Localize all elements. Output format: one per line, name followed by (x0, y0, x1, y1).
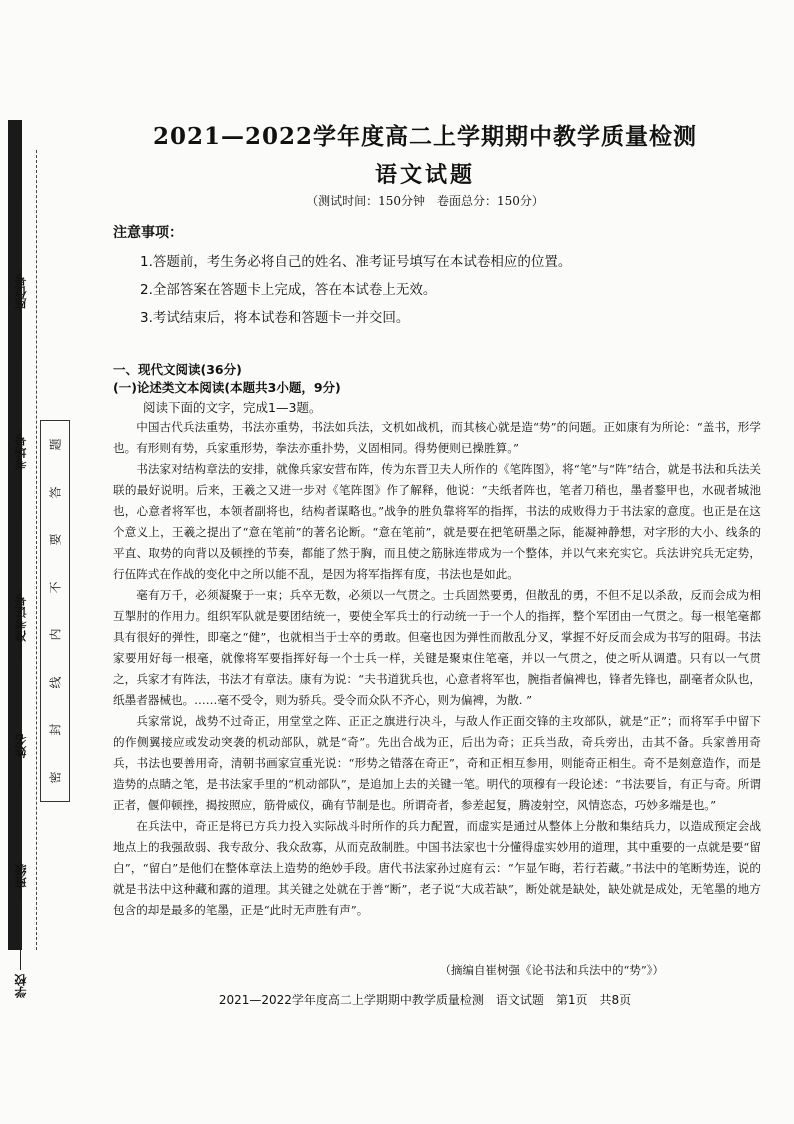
notice-item: 1.答题前，考生务必将自己的姓名、准考证号填写在本试卷相应的位置。 (140, 254, 572, 270)
notice-item: 2.全部答案在答题卡上完成，答在本试卷上无效。 (140, 282, 437, 298)
seal-char: 密 (48, 771, 63, 784)
name-underline (20, 660, 22, 730)
section-heading: 一、现代文阅读(36分) (113, 362, 242, 377)
seal-char: 答 (48, 486, 63, 499)
paragraph: 兵家常说，战势不过奇正，用堂堂之阵、正正之旗进行决斗，与敌人作正面交锋的主攻部队，就是“正”；而将军手中留下的作侧翼接应或发动突袭的机动部队，就是“奇”。先出合战为正，后出为奇；正兵当敌，奇兵旁出，击其不备。兵家善用奇兵，书法也要善用奇，清朝书画家宣重光说：“形势之错落在奇正”，奇和正相互参用，则能奇正相生。奇不是刻意造作，而是造势的点睛之笔，是书法家手里的“机动部队”，是追加上去的关键一笔。明代的项穆有一段论述：“书法要旨，有正与奇。所谓正者，偃仰顿挫，揭按照应，筋骨威仪，确有节制是也。所谓奇者，参差起复，腾凌射空，风情恣态，巧妙多端是也。” (113, 714, 761, 812)
school-field (12, 900, 29, 998)
paragraph: 中国古代兵法重势，书法亦重势，书法如兵法，文机如战机，而其核心就是造“势”的问题。正如康有为所论：“盖书，形学也。有形则有势，兵家重形势，拳法亦重扑势，义固相同。得势便则已操胜算。” (113, 420, 761, 455)
cut-line (36, 150, 37, 950)
notice-heading: 注意事项： (113, 225, 183, 241)
source-citation: （摘编自崔树强《论书法和兵法中的“势”》） (439, 963, 664, 977)
class-field (12, 790, 29, 888)
name-field (12, 660, 29, 758)
binding-margin (0, 0, 82, 1124)
subsection-heading: (一)论述类文本阅读(本题共3小题，9分) (113, 380, 341, 395)
room-underline (20, 360, 22, 430)
ticket-label: 准考证号 (14, 594, 28, 642)
seal-box (40, 420, 70, 802)
seal-char: 不 (48, 581, 63, 594)
paragraph: 毫有万千，必须凝聚于一束；兵卒无数，必须以一气贯之。士兵固然要勇，但散乱的勇，不但不足以杀敌，反而会成为相互掣肘的作用力。组织军队就是要团结统一，要使全军兵士的行动统一于一个人的指挥，整个军团由一气贯之。每一根笔毫都具有很好的弹性，即毫之“健”，也就相当于士卒的勇敢。但毫也因为弹性而散乱分叉，掌握不好反而会成为书写的阻碍。书法家要用好每一根毫，就像将军要指挥好每一个士兵一样，关键是聚束住笔毫，并以一气贯之，使之听从调遣。只有以一气贯之，兵家才有阵法，书法才有章法。康有为说：“夫书道犹兵也，心意者将军也，腕指者偏裨也，锋者先锋也，副毫者众队也，纸墨者器械也。……毫不受令，则为骄兵。受令而众队不齐心，则为偏裨，为散. ” (113, 588, 761, 707)
seal-char: 内 (48, 628, 63, 641)
paragraph: 在兵法中，奇正是将已方兵力投入实际战斗时所作的兵力配置，而虚实是通过从整体上分散和集结兵力，以造成预定会战地点上的我强敌弱、我专敌分、我众敌寡，从而克敌制胜。中国书法家也十分懂得虚实妙用的道理，其中重要的一点就是要“留白”，“留白”是他们在整体章法上造势的绝妙手段。唐代书法家孙过庭有云：“乍显乍晦，若行若藏。”书法中的笔断势连，说的就是书法中这种藏和露的道理。其关键之处就在于善“断”，老子说“大成若缺”，断处就是缺处，缺处就是成处，无笔墨的地方包含的却是最多的笔墨，正是“此时无声胜有声”。 (113, 819, 761, 917)
time-info: （测试时间：150分钟 卷面总分：150分） (306, 194, 544, 208)
ticket-field (12, 520, 29, 642)
instruction: 阅读下面的文字，完成1—3题。 (143, 400, 322, 415)
seal-char: 线 (48, 676, 63, 689)
seat-underline (20, 200, 22, 270)
name-label: 姓名 (14, 734, 28, 758)
page-footer: 2021—2022学年度高二上学期期中教学质量检测 语文试题 第1页 共8页 (218, 993, 632, 1007)
seat-label: 座位号 (14, 274, 28, 310)
exam-subtitle: 语文试题 (374, 162, 475, 188)
seal-char: 封 (48, 723, 63, 736)
seat-field (12, 200, 29, 310)
school-label: 学校 (14, 974, 28, 998)
class-underline (20, 790, 22, 860)
room-label: 考场号 (14, 434, 28, 470)
notice-item: 3.考试结束后，将本试卷和答题卡一并交回。 (140, 310, 410, 326)
seal-char: 题 (48, 438, 63, 451)
class-label: 班级 (14, 864, 28, 888)
passage (113, 417, 761, 921)
exam-title: 2021—2022学年度高二上学期期中教学质量检测 (152, 123, 698, 150)
paragraph: 书法家对结构章法的安排，就像兵家安营布阵，传为东晋卫夫人所作的《笔阵图》，将“笔”与“阵”结合，就是书法和兵法关联的最好说明。后来，王羲之又进一步对《笔阵图》作了解释，他说：“夫纸者阵也，笔者刀稍也，墨者鍪甲也，水砚者城池也，心意者将军也，本领者副将也，结构者谋略也。”战争的胜负靠将军的指挥，书法的成败得力于书法家的意度。也正是在这个意义上，王羲之提出了“意在笔前”的著名论断。“意在笔前”，就是要在把笔研墨之际，能凝神静想，对字形的大小、线条的平直、取势的向背以及顿挫的节奏，都能了然于胸，而且使之筋脉连带成为一个整体，并以气来充实它。兵法讲究兵无定势，行伍阵式在作战的变化中之所以能不乱，是因为将军指挥有度，书法也是如此。 (113, 462, 761, 581)
school-underline (20, 900, 22, 970)
seal-char: 要 (48, 533, 63, 546)
ticket-underline (20, 520, 22, 590)
room-field (12, 360, 29, 470)
